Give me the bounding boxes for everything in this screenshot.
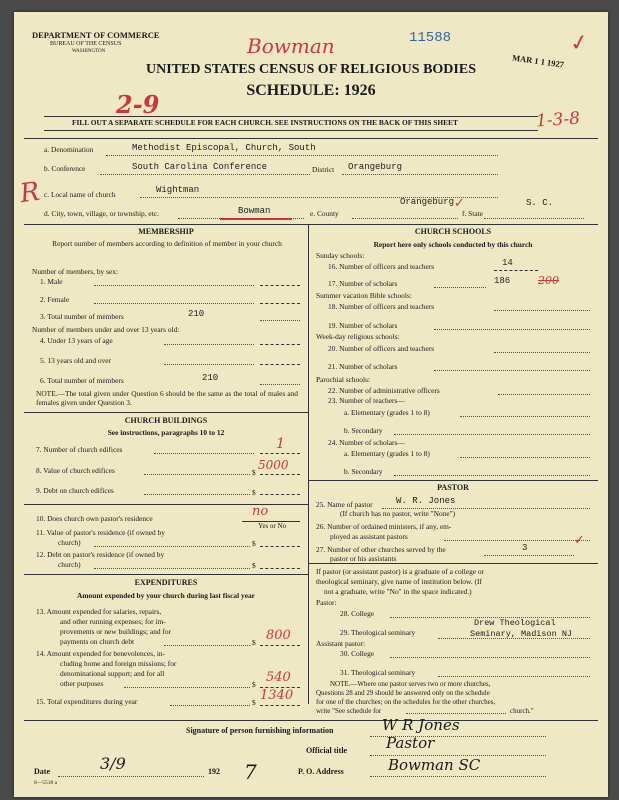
schools-intro: Report here only schools conducted by this church: [373, 240, 533, 249]
schedule-number: 11588: [409, 30, 452, 46]
q13-label-3: provements or new buildings; and for: [60, 627, 172, 636]
pastor-note-4: write "See schedule for: [316, 707, 382, 715]
pastor-note-3: for one of the churches; on the schedules for the other churches,: [316, 698, 496, 706]
buildings-heading: CHURCH BUILDINGS: [124, 416, 208, 425]
q10-value: no: [252, 504, 269, 519]
q19-label: 19. Number of scholars: [328, 321, 398, 330]
q14-label-3: denominational support; and for all: [60, 669, 165, 678]
address-value: Bowman SC: [388, 756, 481, 774]
q2-label: 2. Female: [40, 295, 70, 304]
address-label: P. O. Address: [298, 767, 344, 776]
membership-heading: MEMBERSHIP: [138, 227, 194, 236]
parochial-schools-label: Parochial schools:: [316, 375, 370, 384]
date-label: Date: [34, 767, 50, 776]
dollar-sign: $: [252, 488, 256, 497]
q25-value: W. R. Jones: [396, 496, 456, 506]
q14-label-4: other purposes: [60, 679, 104, 688]
city-label-d: d. City, town, village, or township, etc.: [44, 209, 159, 218]
q27-label-cont: pastor or his assistants: [330, 554, 397, 563]
dollar-sign: $: [252, 539, 256, 548]
check-mark-icon: ✓: [567, 28, 591, 57]
form-number: 8—5518 a: [34, 780, 58, 786]
official-title-value: Pastor: [386, 734, 435, 752]
q14-value: 540: [266, 670, 291, 685]
department-label: DEPARTMENT OF COMMERCE: [32, 30, 160, 40]
q7-label: 7. Number of church edifices: [36, 445, 123, 454]
q28-label: 28. College: [340, 609, 375, 618]
q11-label-cont: church): [58, 538, 81, 547]
q16-label: 16. Number of officers and teachers: [328, 262, 435, 271]
q23-label: 23. Number of teachers—: [328, 396, 405, 405]
q13-value: 800: [266, 628, 291, 643]
handwritten-code: 2-9: [116, 90, 160, 119]
pastor-note-2: Questions 28 and 29 should be answered only on the schedule: [316, 689, 490, 697]
q27-value: 3: [522, 543, 528, 553]
city-label: WASHINGTON: [72, 49, 106, 54]
q9-label: 9. Debt on church edifices: [36, 486, 114, 495]
form-title: UNITED STATES CENSUS OF RELIGIOUS BODIES: [145, 62, 476, 77]
q25-label: 25. Name of pastor: [316, 500, 373, 509]
q15-label: 15. Total expenditures during year: [36, 697, 138, 706]
check-mark-icon: ✓: [454, 195, 465, 210]
q30-label: 30. College: [340, 649, 375, 658]
q26-label-cont: ployed as assistant pastors: [330, 532, 408, 541]
q27-label: 27. Number of other churches served by the: [316, 545, 446, 554]
dollar-sign: $: [252, 638, 256, 647]
handwritten-margin-mark: R: [18, 176, 42, 210]
q13-label-4: payments on church debt: [60, 637, 135, 646]
q29-label: 29. Theological seminary: [340, 628, 416, 637]
q8-value: 5000: [258, 458, 289, 472]
handwritten-code-right: 1-3-8: [535, 108, 581, 132]
assistant-pastor-subheading: Assistant pastor:: [316, 639, 366, 648]
received-stamp: MAR 1 1 1927: [511, 52, 565, 70]
q6-label: 6. Total number of members: [40, 376, 124, 385]
conference-label: b. Conference: [44, 164, 86, 173]
district-label: District: [312, 165, 335, 174]
year-value: 7: [244, 760, 257, 784]
q13-label: 13. Amount expended for salaries, repairs,: [36, 607, 162, 616]
signature-label: Signature of person furnishing information: [186, 726, 334, 735]
members-by-sex: Number of members, by sex:: [32, 267, 118, 276]
membership-intro: Report number of members according to definition of member in your church: [52, 239, 282, 248]
official-title-label: Official title: [306, 746, 348, 755]
weekday-schools-label: Week-day religious schools:: [316, 332, 400, 341]
q17-value: 186: [494, 276, 511, 286]
county-label: e. County: [310, 209, 339, 218]
q20-label: 20. Number of officers and teachers: [328, 344, 435, 353]
graduate-instruction-3: not a graduate, write "No" in the space indicated.): [324, 587, 472, 596]
q8-label: 8. Value of church edifices: [36, 466, 115, 475]
handwritten-name: Bowman: [247, 34, 335, 58]
expenditures-heading: EXPENDITURES: [134, 578, 198, 587]
vacation-schools-label: Summer vacation Bible schools:: [316, 291, 412, 300]
members-by-age: Number of members under and over 13 years old:: [32, 325, 180, 334]
q24-label: 24. Number of scholars—: [328, 438, 405, 447]
q24a-label: a. Elementary (grades 1 to 8): [344, 449, 430, 458]
q3-label: 3. Total number of members: [40, 312, 124, 321]
q29-value-line1: Drew Theological: [474, 618, 556, 628]
q5-label: 5. 13 years old and over: [40, 356, 112, 365]
q23b-label: b. Secondary: [344, 426, 383, 435]
q17-handwritten: 200: [538, 274, 559, 287]
buildings-subtitle: See instructions, paragraphs 10 to 12: [107, 428, 225, 437]
graduate-instruction-2: theological seminary, give name of institution below. (If: [316, 577, 482, 586]
pastor-subheading: Pastor:: [316, 598, 337, 607]
form-subtitle: SCHEDULE: 1926: [246, 82, 376, 99]
q14-label: 14. Amount expended for benevolences, in-: [36, 649, 166, 658]
q24b-label: b. Secondary: [344, 467, 383, 476]
q7-value: 1: [276, 436, 285, 452]
q15-value: 1340: [260, 688, 294, 703]
dollar-sign: $: [252, 680, 256, 689]
q21-label: 21. Number of scholars: [328, 362, 398, 371]
q11-label: 11. Value of pastor's residence (if owned by: [36, 528, 165, 537]
q29-value-line2: Seminary, Madison NJ: [470, 629, 573, 639]
yes-no-caption: Yes or No: [258, 522, 287, 530]
q12-label-cont: church): [58, 560, 81, 569]
q18-label: 18. Number of officers and teachers: [328, 302, 435, 311]
dollar-sign: $: [252, 468, 256, 477]
denomination-label: a. Denomination: [44, 145, 94, 154]
q13-label-2: and other running expenses; for im-: [60, 617, 166, 626]
schools-heading: CHURCH SCHOOLS: [414, 227, 492, 236]
denomination-value: Methodist Episcopal, Church, South: [132, 143, 316, 153]
q4-label: 4. Under 13 years of age: [40, 336, 113, 345]
graduate-instruction-1: If pastor (or assistant pastor) is a graduate of a college or: [316, 567, 485, 576]
county-value: Orangeburg: [400, 197, 455, 207]
city-value: Bowman: [238, 206, 271, 216]
church-name-value: Wightman: [156, 185, 200, 195]
q17-label: 17. Number of scholars: [328, 279, 398, 288]
membership-note: NOTE.—The total given under Question 6 should be the same as the total of males and females given under Question 3.: [36, 389, 298, 407]
q14-label-2: cluding home and foreign missions; for: [60, 659, 177, 668]
state-value: S. C.: [526, 198, 554, 208]
dollar-sign: $: [252, 561, 256, 570]
q16-value: 14: [502, 258, 513, 268]
date-value: 3/9: [100, 754, 126, 773]
q31-label: 31. Theological seminary: [340, 668, 416, 677]
q6-value: 210: [202, 373, 219, 383]
pastor-heading: PASTOR: [437, 483, 469, 492]
q26-label: 26. Number of ordained ministers, if any, em-: [316, 522, 452, 531]
expenditures-subtitle: Amount expended by your church during last fiscal year: [77, 591, 255, 600]
district-value: Orangeburg: [348, 162, 403, 172]
q25-note: (If church has no pastor, write "None"): [340, 509, 456, 518]
church-name-label: c. Local name of church: [44, 190, 116, 199]
q10-label: 10. Does church own pastor's residence: [36, 514, 153, 523]
year-prefix: 192: [208, 767, 220, 776]
dollar-sign: $: [252, 698, 256, 707]
pastor-note-5: church.": [510, 707, 534, 715]
check-mark-icon: ✓: [574, 532, 585, 547]
pastor-note-1: NOTE.—Where one pastor serves two or more churches,: [330, 680, 491, 688]
q3-value: 210: [188, 309, 205, 319]
census-schedule-sheet: [14, 12, 608, 797]
bureau-label: BUREAU OF THE CENSUS: [50, 41, 122, 47]
q22-label: 22. Number of administrative officers: [328, 386, 440, 395]
instruction-line: FILL OUT A SEPARATE SCHEDULE FOR EACH CHURCH. SEE INSTRUCTIONS ON THE BACK OF THIS SHEET: [72, 118, 458, 127]
signature-value: W R Jones: [382, 716, 460, 734]
sunday-schools-label: Sunday schools:: [316, 251, 365, 260]
q12-label: 12. Debt on pastor's residence (if owned by: [36, 550, 165, 559]
state-label: f. State: [462, 209, 483, 218]
q23a-label: a. Elementary (grades 1 to 8): [344, 408, 430, 417]
conference-value: South Carolina Conference: [132, 162, 268, 172]
q1-label: 1. Male: [40, 277, 63, 286]
